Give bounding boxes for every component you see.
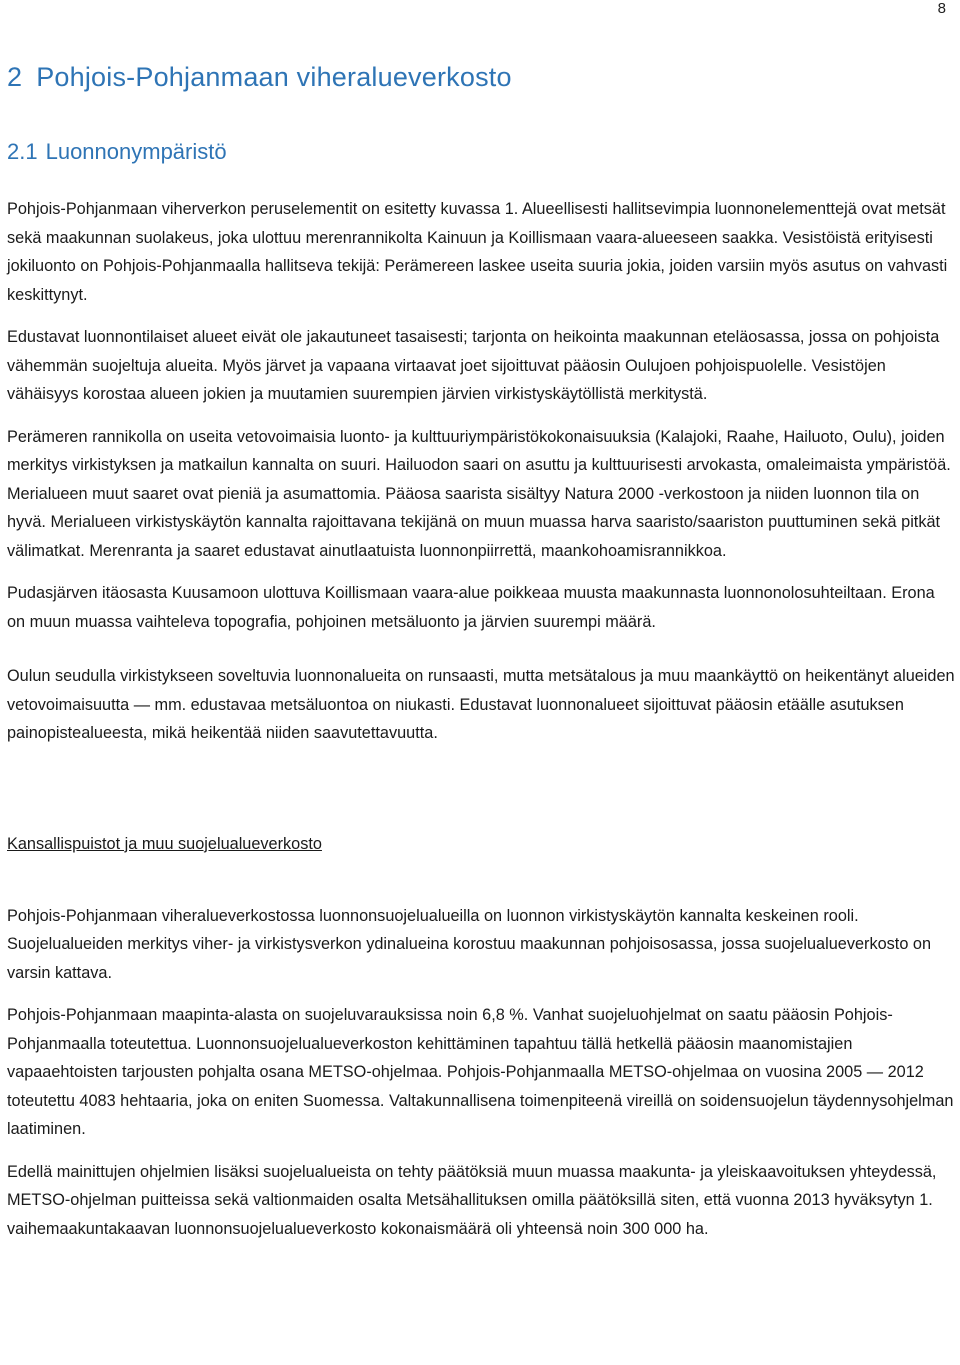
paragraph-peramere: Perämeren rannikolla on useita vetovoimaisia luonto- ja kulttuuriympäristökokonaisuuksia (Kalajoki, Raahe, Hailuoto, Oulu), joiden merkitys virkistyksen ja matkailun kannalta on suuri. Hailuodon saari on asuttu ja kulttuurisesti arvokasta, omaleimaista ympäristöä. Merialueen muut saaret ovat pieniä ja asumattomia. Pääosa saarista sisältyy Natura 2000 -verkostoon ja niiden luonnon tila on hyvä. Merialueen virkistyskäytön kannalta rajoittavana tekijänä on muun muassa harva saaristo/saariston puuttuminen sekä pitkät välimatkat. Merenranta ja saaret edustavat ainutlaatuista luonnonpiirrettä, maankohoamisrannikkoa.: [7, 427, 951, 560]
paragraph-oulun-seutu: Oulun seudulla virkistykseen soveltuvia luonnonalueita on runsaasti, mutta metsätalous ja muu maankäyttö on heikentänyt alueiden vetovoimaisuutta — mm. edustavaa metsäluontoa on niukasti. Edustavat luonnonalueet sijoittuvat pääosin etäälle asutuksen painopistealueesta, mikä heikentää niiden saavutettavuutta.: [7, 667, 955, 742]
chapter-title: Pohjois-Pohjanmaan viheralueverkosto: [36, 62, 512, 92]
page-number: 8: [937, 0, 946, 17]
section-title: Luonnonympäristö: [45, 139, 227, 164]
paragraph-metso: Pohjois-Pohjanmaan maapinta-alasta on suojeluvarauksissa noin 6,8 %. Vanhat suojeluohjelmat on saatu pääosin Pohjois-Pohjanmaalla toteutettua. Luonnonsuojelualueverkoston kehittäminen tapahtuu tällä hetkellä pääosin maanomistajien vapaaehtoisten tarjousten pohjalta osana METSO-ohjelmaa. Pohjois-Pohjanmaalla METSO-ohjelmaa on vuosina 2005 — 2012 toteutettu 4083 hehtaaria, joka on eniten Suomessa. Valtakunnallisena toimenpiteenä vireillä on soidensuojelun täydennysohjelman laatiminen.: [7, 1006, 954, 1138]
paragraph-kaavoitus: Edellä mainittujen ohjelmien lisäksi suojelualueista on tehty päätöksiä muun muassa maakunta- ja yleiskaavoituksen yhteydessä, METSO-ohjelman puitteissa sekä valtionmaiden osalta Metsähallituksen omilla päätöksillä siten, että vuonna 2013 hyväksytyn 1. vaihemaakuntakaavan luonnonsuojelualueverkosto kokonaismäärä oli yhteensä noin 300 000 ha.: [7, 1162, 937, 1238]
section-heading: [7, 139, 957, 165]
chapter-number: 2: [7, 62, 23, 92]
paragraph-viherverkko: Pohjois-Pohjanmaan viherverkon peruselementit on esitetty kuvassa 1. Alueellisesti hallitsevimpia luonnonelementtejä ovat metsät sekä maakunnan suolakeus, joka ulottuu merenrannikolta Kainuun ja Koillismaan vaara-alueeseen saakka. Vesistöistä erityisesti jokiluonto on Pohjois-Pohjanmaalla hallitseva tekijä: Perämereen laskee useita suuria jokia, joiden varsiin myös asutus on vahvasti keskittynyt.: [7, 200, 948, 304]
document-body: [7, 62, 957, 1257]
paragraph-koillismaa: Pudasjärven itäosasta Kuusamoon ulottuva Koillismaan vaara-alue poikkeaa muusta maakunnasta luonnonolosuhteiltaan. Erona on muun muassa vaihteleva topografia, pohjoinen metsäluonto ja järvien suurempi määrä.: [7, 584, 935, 631]
chapter-heading: [7, 62, 957, 93]
paragraph-suojelualueet: Pohjois-Pohjanmaan viheralueverkostossa luonnonsuojelualueilla on luonnon virkistyskäytön kannalta keskeinen rooli. Suojelualueiden merkitys viher- ja virkistysverkon ydinalueina korostuu maakunnan pohjoisosassa, jossa suojelualueverkosto on varsin kattava.: [7, 906, 932, 982]
paragraph-luonnontilaiset: Edustavat luonnontilaiset alueet eivät ole jakautuneet tasaisesti; tarjonta on heikointa maakunnan eteläosassa, jossa on pohjoista vähemmän suojeltuja alueita. Myös järvet ja vapaana virtaavat joet sijoittuvat pääosin Oulujoen pohjoispuolelle. Vesistöjen vähäisyys korostaa alueen jokien ja muutamien suurempien järvien virkistyskäytöllistä merkitystä.: [7, 328, 940, 403]
section-number: 2.1: [7, 139, 38, 164]
subsection-heading: Kansallispuistot ja muu suojelualueverkosto: [7, 834, 322, 853]
